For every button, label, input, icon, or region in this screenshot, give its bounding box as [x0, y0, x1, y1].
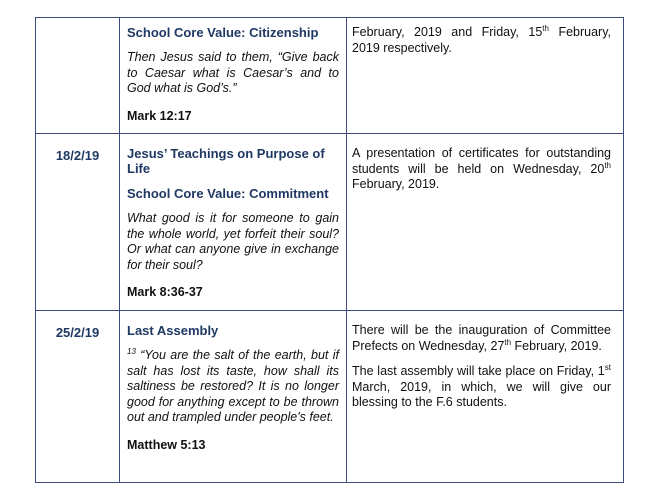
verse-reference: Mark 8:36-37: [127, 285, 203, 299]
verse-number: 13: [127, 346, 136, 356]
bible-verse: Then Jesus said to them, “Give back to Caesar what is Caesar’s and to God what is God’s.”: [127, 50, 339, 95]
verse-reference: Mark 12:17: [127, 108, 192, 123]
assembly-schedule-table: [35, 17, 624, 483]
notes-cell: [347, 134, 624, 311]
announcement: A presentation of certificates for outstanding students will be held on Wednesday, 20th February, 2019.: [352, 146, 611, 191]
notes-cell: [347, 18, 624, 134]
core-value: School Core Value: Citizenship: [127, 25, 319, 40]
theme-cell: [120, 18, 347, 134]
announcement: There will be the inauguration of Committee Prefects on Wednesday, 27th February, 2019.: [352, 323, 611, 353]
date-cell: [36, 18, 120, 134]
announcement: February, 2019 and Friday, 15th February, 2019 respectively.: [352, 23, 612, 55]
announcement: The last assembly will take place on Friday, 1st March, 2019, in which, we will give our blessing to the F.6 students.: [352, 362, 611, 409]
table-row: [36, 18, 624, 134]
date-cell: 25/2/19: [36, 311, 120, 483]
assembly-topic: Last Assembly: [127, 323, 219, 338]
table-row: [36, 311, 624, 483]
verse-reference: Matthew 5:13: [127, 437, 206, 452]
table-row: [36, 134, 624, 311]
theme-cell: [120, 134, 347, 311]
bible-verse: What good is it for someone to gain the whole world, yet forfeit their soul? Or what can anyone give in exchange for their soul?: [127, 211, 339, 272]
assembly-topic: Jesus’ Teachings on Purpose of Life: [127, 146, 325, 176]
notes-cell: [347, 311, 624, 483]
core-value: School Core Value: Commitment: [127, 186, 329, 201]
bible-verse: $^{13}$ “You are the salt of the earth, but if salt has lost its taste, how shall its saltiness be restored? It is no longer good for anything except to be thrown out and trampled under people's feet.: [127, 346, 339, 424]
date-cell: 18/2/19: [36, 134, 120, 311]
theme-cell: [120, 311, 347, 483]
